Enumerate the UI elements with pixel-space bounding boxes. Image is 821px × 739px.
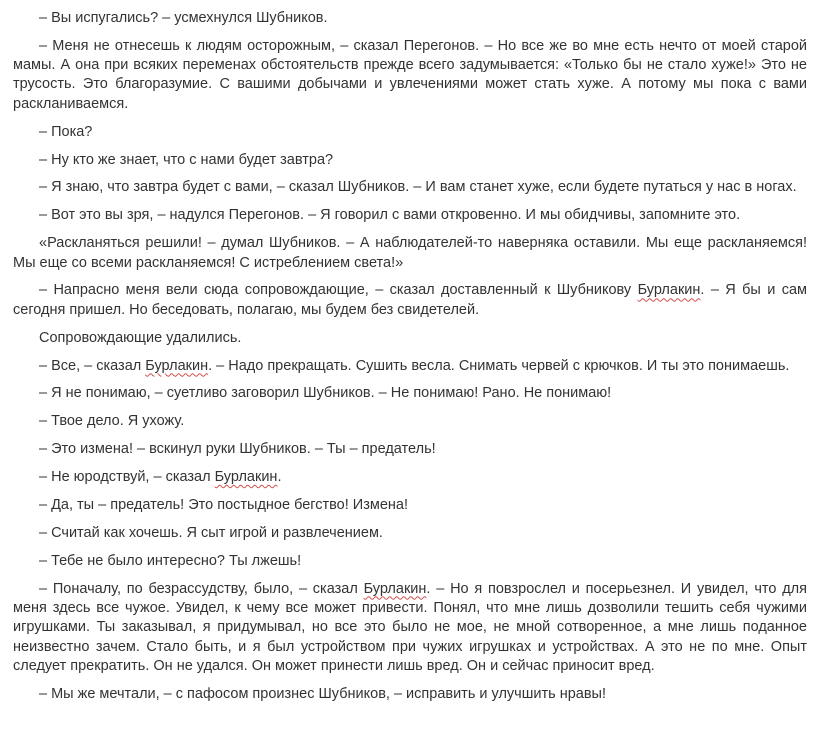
paragraph [13, 384, 807, 403]
paragraph [13, 685, 807, 704]
text-segment: – Поначалу, по безрассудству, было, – сказал [39, 580, 364, 597]
misspelled-word: Бурлакин [214, 469, 278, 486]
misspelled-word: Бурлакин [363, 580, 427, 597]
paragraph [13, 206, 807, 225]
paragraph [13, 37, 807, 114]
text-segment: – Вот это вы зря, – надулся Перегонов. – Я говорил с вами откровенно. И мы обидчивы, запомните это. [39, 207, 741, 224]
text-segment: . – Надо прекращать. Сушить весла. Снимать червей с крючков. И ты это понимаешь. [208, 357, 790, 374]
text-segment: – Все, – сказал [39, 357, 146, 374]
text-segment: – Пока? [39, 123, 93, 140]
text-segment: – Напрасно меня вели сюда сопровождающие, – сказал доставленный к Шубникову [39, 282, 638, 299]
paragraph [13, 440, 807, 459]
text-segment: Сопровождающие удалились. [39, 329, 242, 346]
text-segment: «Раскланяться решили! – думал Шубников. – А наблюдателей-то наверняка оставили. Мы еще раскланяемся! Мы еще со всеми раскланяемся! С истреблением света!» [13, 235, 807, 271]
paragraph [13, 281, 807, 320]
misspelled-word: Бурлакин [145, 357, 209, 374]
text-segment: – Да, ты – предатель! Это постыдное бегство! Измена! [39, 496, 408, 513]
paragraph [13, 9, 807, 28]
paragraph [13, 151, 807, 170]
paragraph [13, 412, 807, 431]
text-segment: – Ну кто же знает, что с нами будет завтра? [39, 151, 334, 168]
paragraph [13, 357, 807, 376]
paragraph [13, 329, 807, 348]
document-body [13, 9, 807, 704]
paragraph [13, 552, 807, 571]
paragraph [13, 123, 807, 142]
text-segment: . – Я бы и сам сегодня пришел. Но беседовать, полагаю, мы будем без свидетелей. [13, 282, 807, 318]
paragraph [13, 496, 807, 515]
paragraph [13, 524, 807, 543]
text-segment: – Мы же мечтали, – с пафосом произнес Шубников, – исправить и улучшить нравы! [39, 685, 606, 702]
text-segment: – Считай как хочешь. Я сыт игрой и развлечением. [39, 524, 383, 541]
paragraph [13, 580, 807, 676]
paragraph [13, 178, 807, 197]
text-segment: – Я знаю, что завтра будет с вами, – сказал Шубников. – И вам станет хуже, если будете путаться у нас в ногах. [39, 179, 797, 196]
paragraph [13, 234, 807, 273]
text-segment: – Это измена! – вскинул руки Шубников. – Ты – предатель! [39, 441, 436, 458]
text-segment: . [277, 469, 282, 486]
text-segment: . – Но я повзрослел и посерьезнел. И увидел, что для меня здесь все чужое. Увидел, к чему все может привести. Понял, что мне лишь дозволили тешить себя чужими игрушками. Ты заказывал, я придумывал, но все это было не мое, не мной сотворенное, а мне лишь поданное неизвестно зачем. Стало быть, и я был устройством при чужих игрушках и устройствах. А это не по мне. Опыт следует прекратить. Он не удался. Он может принести лишь вред. Он и сейчас приносит вред. [13, 580, 807, 674]
paragraph [13, 468, 807, 487]
text-segment: – Твое дело. Я ухожу. [39, 413, 185, 430]
text-segment: – Меня не отнесешь к людям осторожным, – сказал Перегонов. – Но все же во мне есть нечто от моей старой мамы. А она при всяких переменах обстоятельств прежде всего задумывается: «Только бы не стало хуже!» Это не трусость. Это благоразумие. С вашими добычами и увлечениями может стать хуже. А потому мы пока с вами раскланиваемся. [13, 37, 807, 112]
text-segment: – Не юродствуй, – сказал [39, 469, 215, 486]
text-segment: – Вы испугались? – усмехнулся Шубников. [39, 10, 328, 26]
text-segment: – Тебе не было интересно? Ты лжешь! [39, 552, 302, 569]
text-segment: – Я не понимаю, – суетливо заговорил Шубников. – Не понимаю! Рано. Не понимаю! [39, 385, 612, 402]
misspelled-word: Бурлакин [637, 282, 701, 299]
